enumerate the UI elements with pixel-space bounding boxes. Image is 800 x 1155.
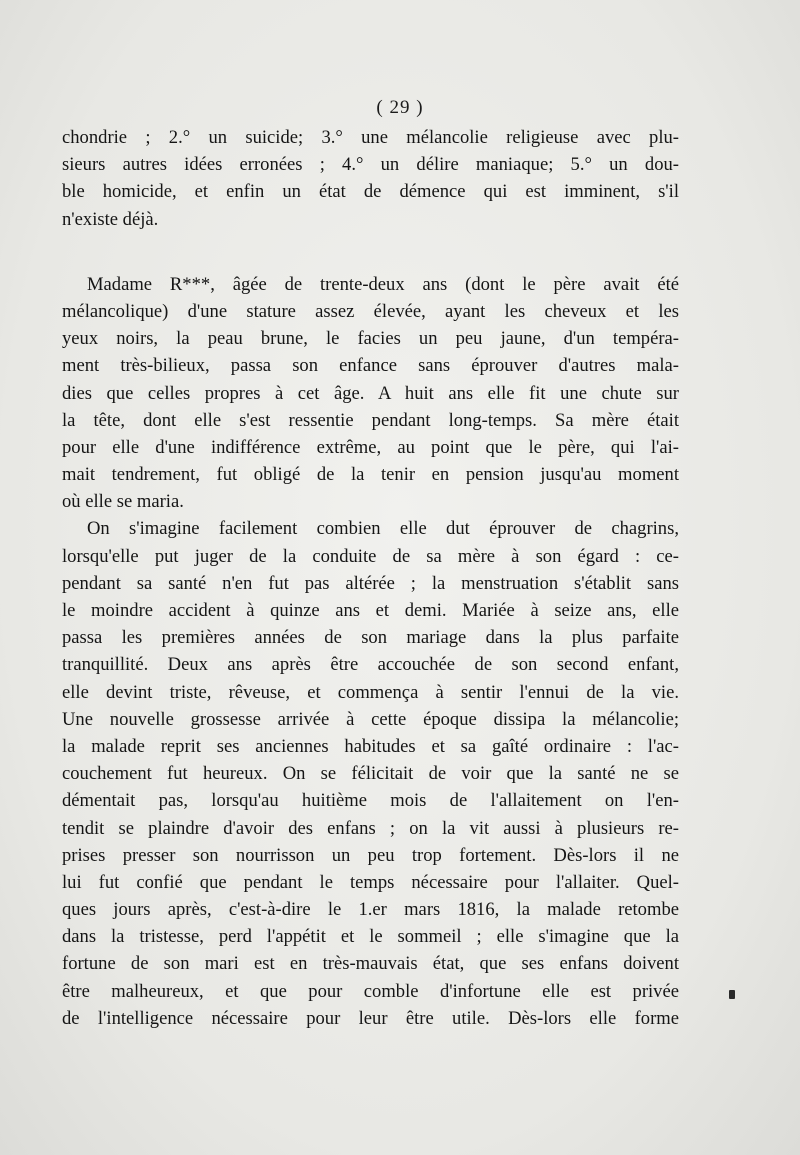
text-line: sieurs autres idées erronées ; 4.° un délire maniaque; 5.° un dou- bbox=[62, 154, 679, 176]
body-text bbox=[62, 124, 679, 1032]
text-line: dies que celles propres à cet âge. A huit ans elle fit une chute sur bbox=[62, 382, 679, 404]
text-line: pendant sa santé n'en fut pas altérée ; la menstruation s'établit sans bbox=[62, 572, 679, 594]
text-line: On s'imagine facilement combien elle dut éprouver de chagrins, bbox=[87, 518, 679, 540]
text-line: Une nouvelle grossesse arrivée à cette époque dissipa la mélancolie; bbox=[62, 708, 679, 730]
text-line: prises presser son nourrisson un peu trop fortement. Dès-lors il ne bbox=[62, 844, 679, 866]
paragraph-gap bbox=[62, 233, 679, 271]
text-line: mélancolique) d'une stature assez élevée, ayant les cheveux et les bbox=[62, 300, 679, 322]
text-line: ques jours après, c'est-à-dire le 1.er mars 1816, la malade retombe bbox=[62, 899, 679, 921]
text-line: n'existe déjà. bbox=[62, 208, 159, 230]
ink-mark bbox=[729, 990, 735, 999]
text-line: tendit se plaindre d'avoir des enfans ; on la vit aussi à plusieurs re- bbox=[62, 817, 679, 839]
text-line: couchement fut heureux. On se félicitait de voir que la santé ne se bbox=[62, 763, 679, 785]
page-number: ( 29 ) bbox=[376, 97, 424, 118]
text-line: mait tendrement, fut obligé de la tenir en pension jusqu'au moment bbox=[62, 464, 679, 486]
text-line: démentait pas, lorsqu'au huitième mois de l'allaitement on l'en- bbox=[62, 790, 679, 812]
text-line: elle devint triste, rêveuse, et commença à sentir l'ennui de la vie. bbox=[62, 681, 679, 703]
text-line: dans la tristesse, perd l'appétit et le sommeil ; elle s'imagine que la bbox=[62, 926, 679, 948]
text-line: pour elle d'une indifférence extrême, au point que le père, qui l'ai- bbox=[62, 436, 679, 458]
text-line: la tête, dont elle s'est ressentie pendant long-temps. Sa mère était bbox=[62, 409, 679, 431]
text-line: être malheureux, et que pour comble d'infortune elle est privée bbox=[62, 980, 679, 1002]
text-line: la malade reprit ses anciennes habitudes et sa gaîté ordinaire : l'ac- bbox=[62, 735, 679, 757]
text-line: ment très-bilieux, passa son enfance sans éprouver d'autres mala- bbox=[62, 355, 679, 377]
text-line: le moindre accident à quinze ans et demi. Mariée à seize ans, elle bbox=[62, 600, 679, 621]
text-line: où elle se maria. bbox=[62, 491, 184, 513]
text-line: yeux noirs, la peau brune, le facies un peu jaune, d'un tempéra- bbox=[62, 328, 679, 350]
text-line: ble homicide, et enfin un état de démence qui est imminent, s'il bbox=[62, 181, 679, 203]
text-line: lorsqu'elle put juger de la conduite de sa mère à son égard : ce- bbox=[62, 545, 679, 567]
text-line: lui fut confié que pendant le temps nécessaire pour l'allaiter. Quel- bbox=[62, 871, 679, 893]
text-line: chondrie ; 2.° un suicide; 3.° une mélancolie religieuse avec plu- bbox=[62, 127, 679, 148]
text-line: de l'intelligence nécessaire pour leur être utile. Dès-lors elle forme bbox=[62, 1007, 679, 1029]
text-line: Madame R***, âgée de trente-deux ans (dont le père avait été bbox=[87, 273, 679, 295]
text-line: passa les premières années de son mariage dans la plus parfaite bbox=[62, 627, 679, 649]
text-line: tranquillité. Deux ans après être accouchée de son second enfant, bbox=[62, 654, 679, 676]
text-line: fortune de son mari est en très-mauvais état, que ses enfans doivent bbox=[62, 953, 679, 975]
